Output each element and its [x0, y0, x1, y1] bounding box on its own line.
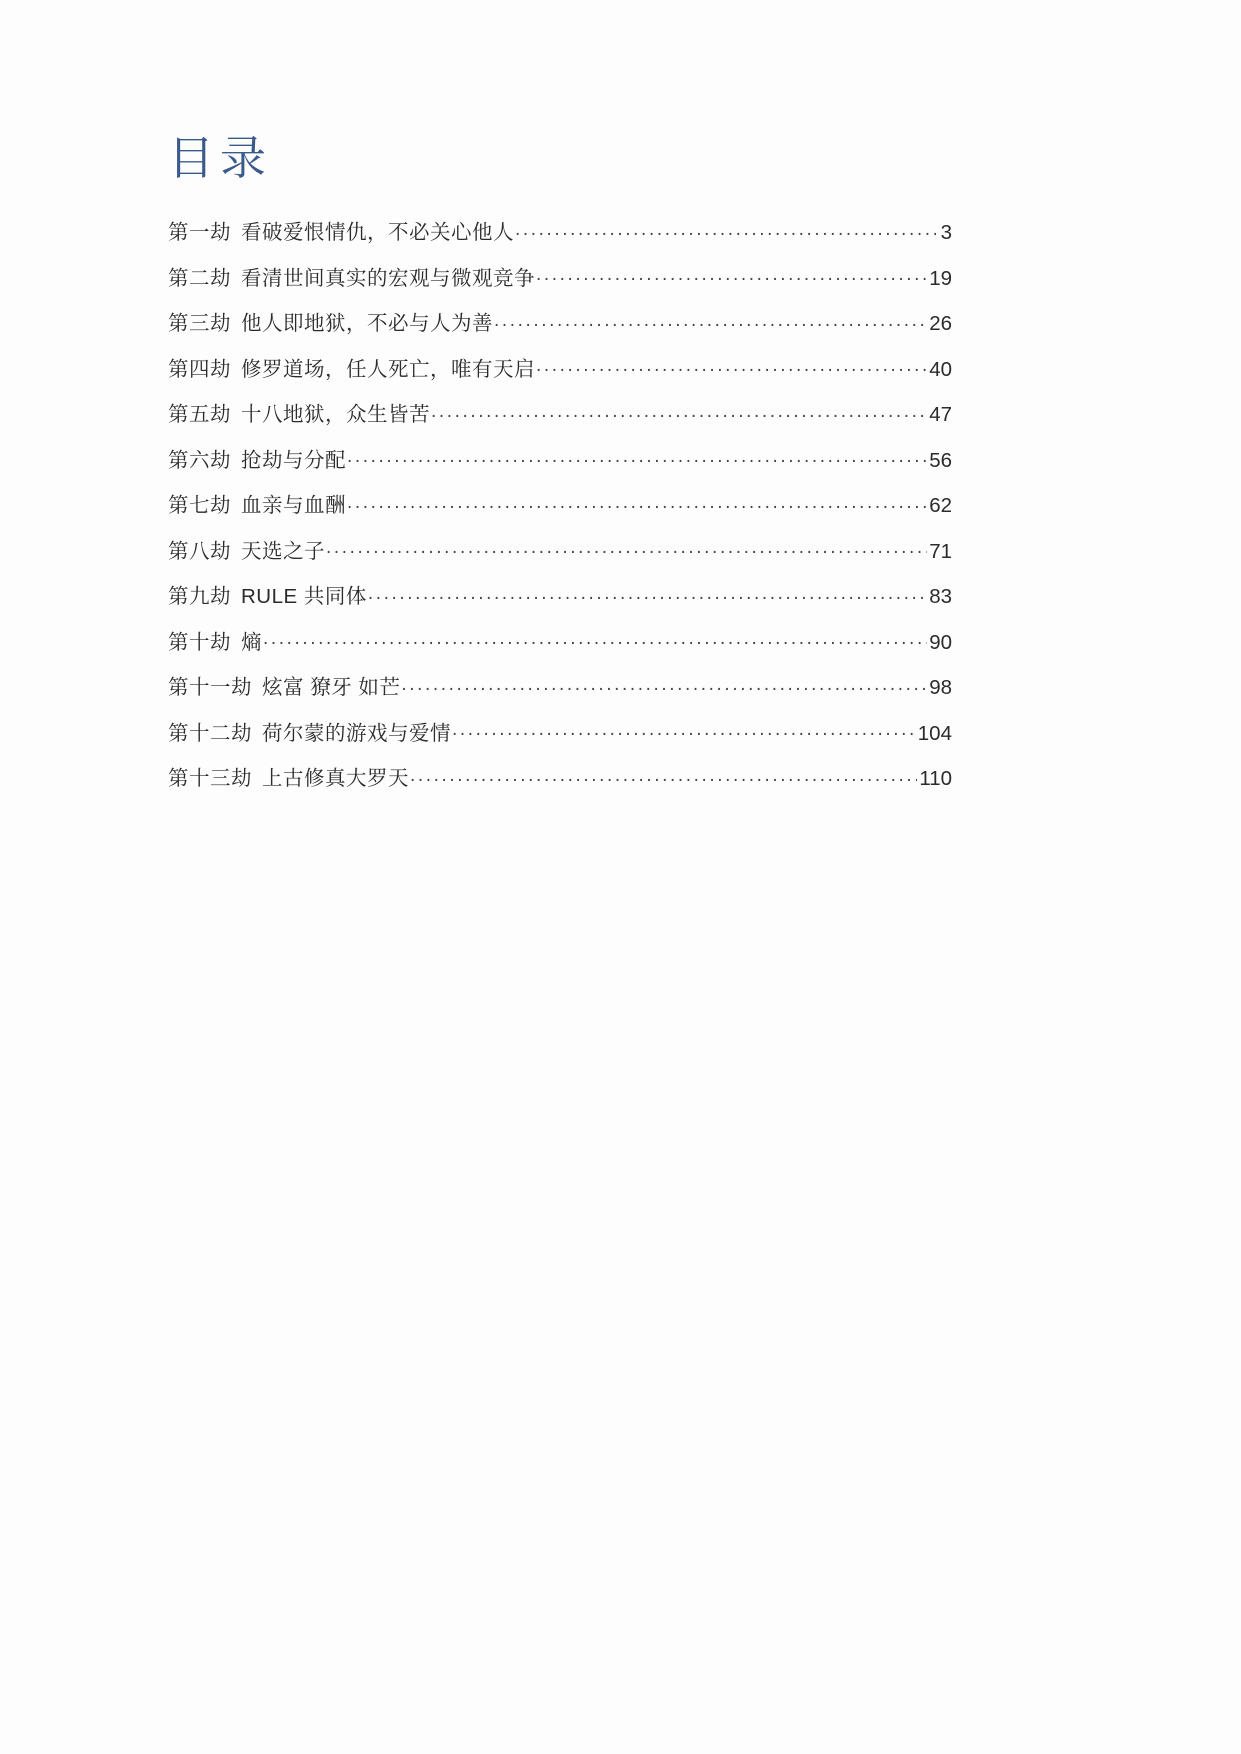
toc-entry-page-number: 90 — [929, 630, 952, 654]
toc-entry-title: 炫富 獠牙 如芒 — [262, 676, 401, 700]
toc-leader-dots — [326, 537, 927, 558]
toc-entry[interactable] — [168, 765, 952, 790]
toc-entry-title: 看破爱恨情仇，不必关心他人 — [241, 221, 514, 245]
toc-entry-list — [168, 219, 952, 790]
toc-leader-dots — [494, 310, 927, 331]
toc-entry-page-number: 110 — [919, 767, 952, 791]
toc-entry-title: 血亲与血酬 — [241, 494, 346, 518]
toc-entry-label: 第九劫 — [168, 585, 231, 609]
toc-entry[interactable] — [168, 219, 952, 244]
toc-entry-label: 第八劫 — [168, 539, 231, 563]
toc-entry-label: 第十劫 — [168, 630, 231, 654]
toc-entry-title: 天选之子 — [241, 539, 325, 563]
toc-entry-title: 熵 — [241, 630, 262, 654]
toc-entry-page-number: 47 — [929, 403, 952, 427]
toc-entry-title: 抢劫与分配 — [241, 448, 346, 472]
toc-entry[interactable] — [168, 492, 952, 517]
toc-entry[interactable] — [168, 264, 952, 289]
toc-entry-page-number: 3 — [940, 221, 952, 245]
toc-entry-page-number: 71 — [929, 539, 952, 563]
toc-leader-dots — [452, 719, 916, 740]
toc-leader-dots — [263, 628, 927, 649]
toc-entry-page-number: 19 — [929, 266, 952, 290]
toc-entry-label: 第十一劫 — [168, 676, 252, 700]
toc-leader-dots — [536, 264, 927, 285]
toc-leader-dots — [347, 446, 927, 467]
toc-entry-label: 第六劫 — [168, 448, 231, 472]
toc-leader-dots — [368, 583, 927, 604]
toc-entry-title: 他人即地狱，不必与人为善 — [241, 312, 493, 336]
toc-entry-label: 第三劫 — [168, 312, 231, 336]
toc-leader-dots — [347, 492, 927, 513]
toc-entry[interactable] — [168, 674, 952, 699]
toc-entry[interactable] — [168, 355, 952, 380]
toc-entry[interactable] — [168, 310, 952, 335]
toc-leader-dots — [410, 765, 917, 786]
toc-entry-page-number: 40 — [929, 357, 952, 381]
toc-entry[interactable] — [168, 446, 952, 471]
table-of-contents — [168, 132, 952, 810]
toc-entry-title: 修罗道场，任人死亡，唯有天启 — [241, 357, 535, 381]
toc-entry[interactable] — [168, 537, 952, 562]
toc-entry-page-number: 104 — [917, 721, 952, 745]
toc-entry-page-number: 56 — [929, 448, 952, 472]
toc-leader-dots — [515, 219, 936, 240]
toc-entry[interactable] — [168, 583, 952, 608]
toc-entry-label: 第十二劫 — [168, 721, 252, 745]
toc-entry-label: 第一劫 — [168, 221, 231, 245]
toc-leader-dots — [536, 355, 927, 376]
toc-entry-page-number: 26 — [929, 312, 952, 336]
toc-leader-dots — [431, 401, 927, 422]
toc-entry-title: 荷尔蒙的游戏与爱情 — [262, 721, 451, 745]
toc-entry-label: 第十三劫 — [168, 767, 252, 791]
toc-entry[interactable] — [168, 719, 952, 744]
toc-entry-page-number: 83 — [929, 585, 952, 609]
toc-entry-label: 第四劫 — [168, 357, 231, 381]
toc-entry-title: 看清世间真实的宏观与微观竞争 — [241, 266, 535, 290]
toc-entry-title: 上古修真大罗天 — [262, 767, 409, 791]
toc-entry-page-number: 62 — [929, 494, 952, 518]
toc-entry-page-number: 98 — [929, 676, 952, 700]
toc-entry-title: RULE 共同体 — [241, 585, 367, 609]
toc-leader-dots — [401, 674, 927, 695]
toc-entry[interactable] — [168, 628, 952, 653]
toc-entry-title: 十八地狱，众生皆苦 — [241, 403, 430, 427]
page-title: 目录 — [168, 132, 272, 184]
toc-entry-label: 第二劫 — [168, 266, 231, 290]
toc-entry[interactable] — [168, 401, 952, 426]
toc-entry-label: 第七劫 — [168, 494, 231, 518]
toc-entry-label: 第五劫 — [168, 403, 231, 427]
